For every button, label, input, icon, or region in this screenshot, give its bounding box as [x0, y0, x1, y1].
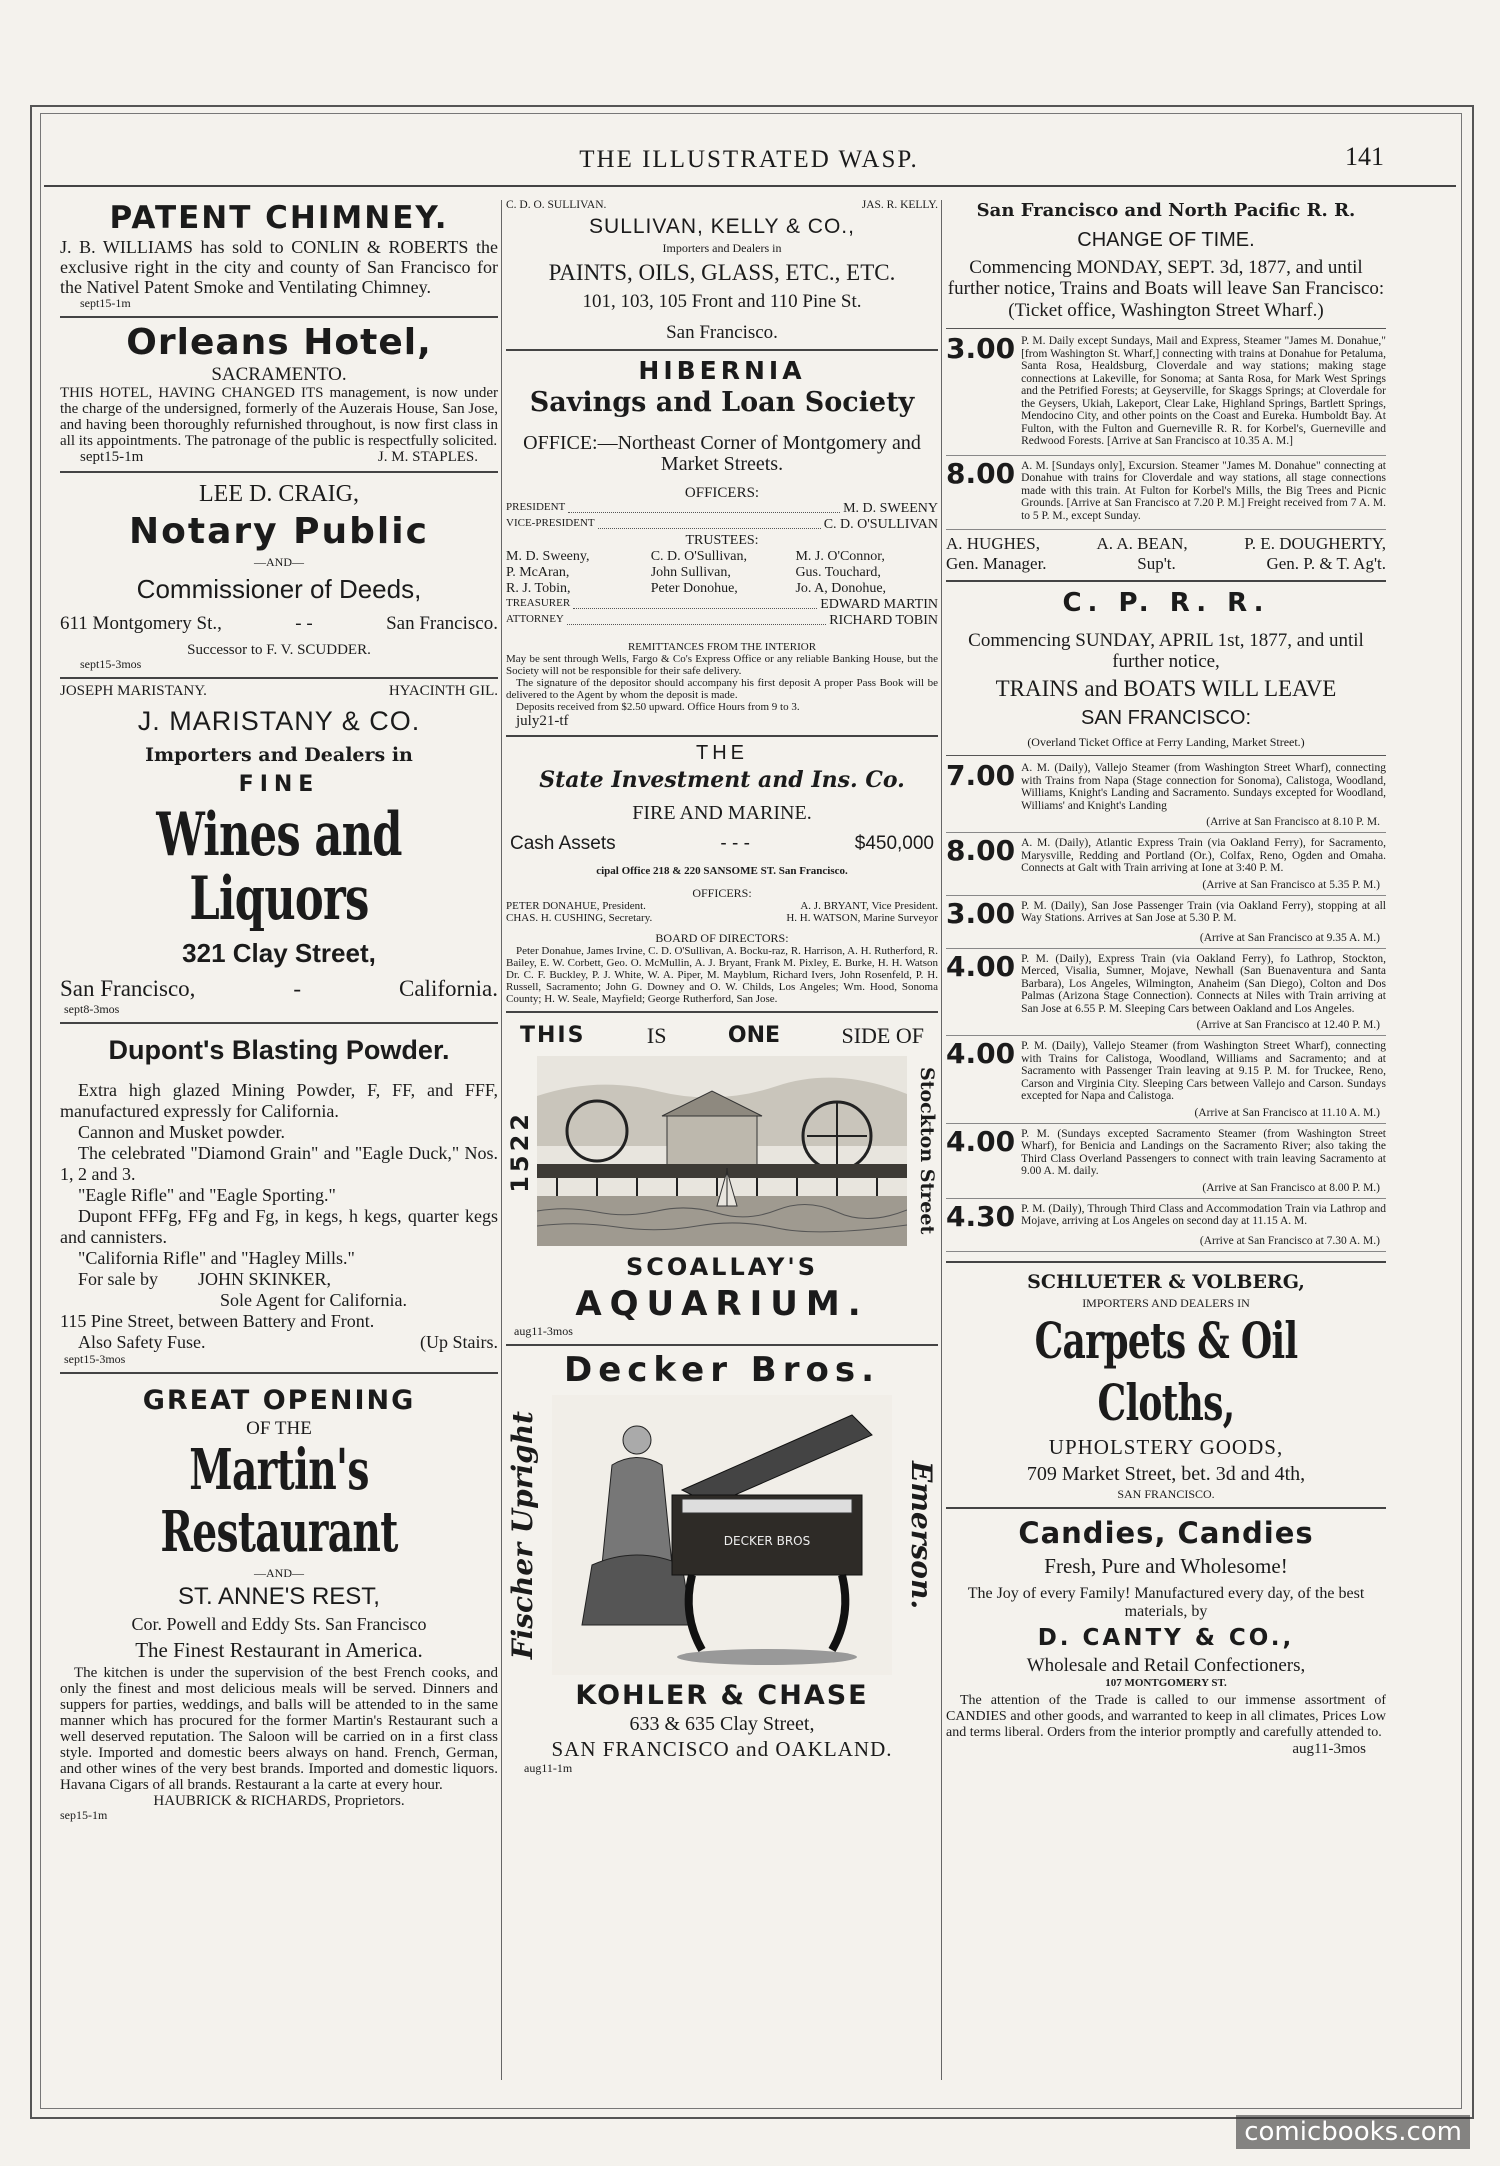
piano-illustration — [552, 1395, 892, 1675]
ad-street-number: 1522 — [506, 1109, 534, 1193]
trustee-name: M. D. Sweeny, — [506, 549, 590, 564]
ad-title: San Francisco and North Pacific R. R. — [976, 200, 1356, 221]
ad-signature-note: The signature of the depositor should accompany his first deposit A proper Pass Book will be delivered to the Agent by whom the deposit is made. — [506, 677, 938, 701]
ad-lee-craig — [60, 473, 498, 679]
partner-name: HYACINTH GIL. — [388, 683, 498, 699]
ad-commence: Commencing MONDAY, SEPT. 3d, 1877, and until further notice, Trains and Boats will leave San Francisco: — [947, 257, 1385, 299]
train-time: 8.00 — [946, 456, 1016, 490]
officer-role: TREASURER — [506, 597, 571, 609]
ad-title: AQUARIUM. — [575, 1284, 869, 1324]
ad-separator: - - - — [720, 833, 750, 854]
ad-address: 633 & 635 Clay Street, — [629, 1713, 815, 1735]
ad-aquarium — [506, 1013, 938, 1346]
train-row — [946, 1124, 1386, 1178]
ad-city: San Francisco. — [386, 613, 498, 634]
watermark: comicbooks.com — [1236, 2115, 1470, 2149]
ad-decker-bros — [506, 1346, 938, 1781]
ad-line: "Eagle Rifle" and "Eagle Sporting." — [78, 1185, 336, 1205]
train-entry — [946, 834, 1386, 896]
officer-role: PRESIDENT — [506, 501, 566, 513]
ad-dealer: KOHLER & CHASE — [575, 1680, 869, 1711]
train-time: 8.00 — [946, 834, 1016, 867]
ad-change: CHANGE OF TIME. — [1077, 229, 1255, 251]
train-time: 7.00 — [946, 759, 1016, 792]
train-row — [946, 1037, 1386, 1103]
ad-date: sep15-1m — [60, 1808, 108, 1822]
ad-address: 611 Montgomery St., — [60, 613, 222, 634]
ad-line: 115 Pine Street, between Battery and Front. — [60, 1311, 375, 1331]
trustee-name: John Sullivan, — [650, 565, 731, 580]
ad-subtitle: ST. ANNE'S REST, — [178, 1583, 380, 1610]
ad-date: aug11-1m — [524, 1761, 573, 1775]
train-row — [946, 332, 1386, 448]
train-entry — [946, 332, 1386, 456]
train-time: 4.00 — [946, 949, 1016, 983]
train-entry — [946, 949, 1386, 1037]
ad-officers-heading: OFFICERS: — [684, 485, 760, 501]
officer-entry: A. HUGHES, — [946, 534, 1040, 553]
trustee-name: Peter Donohue, — [650, 581, 738, 596]
column-divider — [501, 200, 502, 2080]
ad-hibernia — [506, 351, 938, 737]
ad-title: Orleans Hotel, — [126, 322, 432, 363]
train-entry — [946, 1124, 1386, 1199]
ad-importers: IMPORTERS AND DEALERS IN — [1082, 1295, 1250, 1310]
ad-and: —AND— — [254, 555, 304, 569]
ad-the: THE — [696, 742, 748, 764]
ad-date: july21-tf — [516, 713, 569, 729]
ad-signature: HAUBRICK & RICHARDS, Proprietors. — [153, 1793, 405, 1809]
ad-agent: JOHN SKINKER, — [198, 1269, 332, 1289]
ad-line: The celebrated "Diamond Grain" and "Eagle Duck," Nos. 1, 2 and 3. — [60, 1143, 498, 1184]
ad-firm: J. MARISTANY & CO. — [137, 706, 421, 736]
partner-name: JOSEPH MARISTANY. — [60, 683, 207, 699]
train-time: 4.00 — [946, 1124, 1016, 1158]
train-arrival: (Arrive at San Francisco at 9.35 A. M.) — [1199, 931, 1380, 944]
ad-title: Notary Public — [129, 511, 429, 552]
ad-title: Dupont's Blasting Powder. — [108, 1035, 450, 1065]
train-description: P. M. (Daily), Through Third Class and Accommodation Train via Lathrop and Mojave, arriving at Los Angeles on second day at 11.15 A. M. — [1021, 1202, 1386, 1227]
ad-date: sept15-1m — [80, 296, 131, 310]
officer-row — [946, 554, 1386, 574]
ad-date: sept15-3mos — [64, 1352, 126, 1366]
ad-firm: D. CANTY & CO., — [1037, 1624, 1295, 1651]
ad-line: "California Rifle" and "Hagley Mills." — [78, 1248, 355, 1268]
officer-entry: PETER DONAHUE, President. — [506, 900, 646, 912]
train-time: 4.00 — [946, 1037, 1016, 1070]
ad-patent-chimney — [60, 195, 498, 318]
ad-state-investment — [506, 737, 938, 1013]
ad-sf: SAN FRANCISCO: — [1080, 707, 1252, 729]
ad-ticket: (Ticket office, Washington Street Wharf.) — [1008, 300, 1324, 321]
train-description: P. M. (Daily), Express Train (via Oakland Ferry), fo Lathrop, Stockton, Merced, Visalia, Sumner, Mojave, Newhall (San Buenaventura and Santa Barbara), Los Angeles, Wilmington, Anaheim (San Diego), Colton and Dos Palmas (Arizona Stage Connection). Connects at Niles with Train arriving at San Jose at 6.55 P. M. Sleeping Cars between Oakland and Los Angeles. — [1021, 952, 1386, 1015]
piano-brand-label: DECKER BROS — [723, 1534, 811, 1548]
ad-trains-header: TRAINS and BOATS WILL LEAVE — [995, 676, 1337, 701]
ad-tagline: The Finest Restaurant in America. — [135, 1638, 423, 1662]
ad-subtitle: Commissioner of Deeds, — [136, 574, 422, 604]
ad-date: sept8-3mos — [64, 1002, 120, 1016]
train-row — [946, 1199, 1386, 1233]
ad-cprr — [946, 582, 1386, 1263]
ad-cash-label: Cash Assets — [510, 833, 616, 854]
ad-line: Dupont FFFg, FFg and Fg, in kegs, h kegs, quarter kegs and cannisters. — [60, 1206, 498, 1247]
ad-brand-right: Emerson. — [905, 1460, 938, 1610]
train-row — [946, 949, 1386, 1016]
ad-wholesale: Wholesale and Retail Confectioners, — [1026, 1654, 1306, 1676]
ad-street: 321 Clay Street, — [182, 938, 376, 968]
ad-firm: SULLIVAN, KELLY & CO., — [589, 215, 855, 238]
ad-martins-restaurant — [60, 1374, 498, 1828]
train-description: A. M. (Daily), Atlantic Express Train (via Oakland Ferry), for Sacramento, Marysville, Redding and Portland (Or.), Colfax, Reno, Ogden and Omaha. Connects at Galt with Train arriving at Ione at 3:40 P. M. — [1021, 837, 1386, 874]
column-right — [946, 195, 1386, 2095]
train-arrival: (Arrive at San Francisco at 5.35 P. M.) — [1202, 878, 1380, 891]
ad-is: IS — [646, 1023, 667, 1048]
ad-line: Extra high glazed Mining Powder, F, FF, and FFF, manufactured expressly for California. — [60, 1080, 498, 1121]
ad-goods: PAINTS, OILS, GLASS, ETC., ETC. — [548, 260, 896, 285]
ad-cash-value: $450,000 — [854, 833, 934, 854]
officer-table — [946, 534, 1386, 574]
ad-sf-north-pacific — [946, 195, 1386, 582]
ad-city: San Francisco. — [666, 322, 778, 343]
ad-city: SAN FRANCISCO. — [1117, 1486, 1215, 1501]
ad-and: —AND— — [254, 1566, 304, 1580]
trustee-table — [506, 549, 938, 597]
train-row — [946, 759, 1386, 812]
ad-address: 709 Market Street, bet. 3d and 4th, — [1026, 1462, 1306, 1485]
column-left — [60, 195, 498, 2095]
officer-row — [506, 912, 938, 924]
ad-date: sept15-1m — [80, 449, 144, 465]
ad-address: 107 MONTGOMERY ST. — [1105, 1676, 1227, 1689]
header-rule — [44, 185, 1456, 187]
trustee-name: C. D. O'Sullivan, — [650, 549, 747, 564]
ad-line: Sole Agent for California. — [220, 1290, 407, 1310]
ad-fresh: Fresh, Pure and Wholesome! — [1044, 1553, 1288, 1578]
trustee-name: M. J. O'Connor, — [795, 549, 885, 564]
train-description: A. M. (Daily), Vallejo Steamer (from Washington Street Wharf), connecting with Trains from Napa (Stage connection for Sonoma), Calistoga, Woodland, Williams, Knight's Landing and Sacramento. Sundays excepted for Woodland, Williams' and Knight's Landing — [1021, 762, 1386, 812]
officer-entry: H. H. WATSON, Marine Surveyor — [786, 912, 938, 924]
ad-this: THIS — [520, 1023, 586, 1048]
ad-joy: The Joy of every Family! Manufactured every day, of the best materials, by — [967, 1584, 1365, 1620]
column-middle — [506, 195, 938, 2095]
officer-name: RICHARD TOBIN — [829, 613, 938, 628]
ad-title: Candies, Candies — [1018, 1515, 1314, 1550]
ad-line: For sale by — [78, 1269, 158, 1289]
train-list — [946, 759, 1386, 1252]
train-arrival: (Arrive at San Francisco at 12.40 P. M.) — [1196, 1019, 1380, 1031]
officer-entry: Gen. Manager. — [946, 554, 1047, 573]
ad-city: San Francisco, — [60, 976, 196, 1001]
trustee-row — [506, 549, 938, 565]
ad-ticket: (Overland Ticket Office at Ferry Landing, Market Street.) — [1027, 735, 1305, 749]
trustee-name: Gus. Touchard, — [795, 565, 881, 580]
ad-trustees-heading: TRUSTEES: — [685, 533, 759, 548]
ad-upholstery: UPHOLSTERY GOODS, — [1048, 1434, 1284, 1459]
train-description: P. M. (Sundays excepted Sacramento Steamer (from Washington Street Wharf), for Benicia and Landings on the Sacramento River; also taking the Third Class Overland Passengers to connect with train leaving Sacramento at 9.00 A. M. daily. — [1021, 1127, 1386, 1177]
train-description: A. M. [Sundays only], Excursion. Steamer "James M. Donahue" connecting at Donahue with trains for Cloverdale and way stations, all stage connections made with this train. At Fulton for Korbel's Mills, the Big Trees and Picnic Grounds. [Arrive at San Francisco at 7.20 P. M.] Freight received from 7 A. M. to 5 P. M., except Sunday. — [1021, 459, 1386, 522]
ad-corner: Cor. Powell and Eddy Sts. San Francisco — [131, 1614, 427, 1634]
train-entry — [946, 896, 1386, 949]
ad-title: PATENT CHIMNEY. — [109, 200, 449, 236]
train-entry — [946, 759, 1386, 833]
trustee-name: R. J. Tobin, — [506, 581, 571, 596]
aquarium-illustration — [537, 1056, 907, 1246]
train-description: P. M. (Daily), San Jose Passenger Train (via Oakland Ferry), stopping at all Way Stations. Arrives at San Jose at 5.30 P. M. — [1021, 899, 1386, 924]
ad-name: LEE D. CRAIG, — [199, 481, 359, 507]
ad-city: SACRAMENTO. — [211, 364, 347, 385]
train-time: 3.00 — [946, 896, 1016, 930]
ad-successor: Successor to F. V. SCUDDER. — [187, 642, 371, 658]
ad-body: THIS HOTEL, HAVING CHANGED ITS management, is now under the charge of the undersigned, formerly of the Auzerais House, San Jose, and having been thoroughly refurnished throughout, is now first class in all its appointments. The patronage of the public is respectfully solicited. — [60, 385, 498, 449]
officer-row — [506, 900, 938, 912]
trustee-name: Jo. A, Donohue, — [795, 581, 887, 596]
ad-deposits: Deposits received from $2.50 upward. Office Hours from 9 to 3. — [516, 701, 800, 713]
ad-title: C. P. R. R. — [1062, 588, 1270, 618]
ad-line: Cannon and Musket powder. — [78, 1122, 285, 1142]
officer-name: C. D. O'SULLIVAN — [823, 517, 938, 532]
ad-date: sept15-3mos — [80, 657, 142, 671]
officer-entry: A. A. BEAN, — [1096, 534, 1188, 553]
trustee-row — [506, 581, 938, 597]
ad-schlueter — [946, 1263, 1386, 1509]
train-description: P. M. (Daily), Vallejo Steamer (from Washington Street Wharf), connecting with Trains for Calistoga, Woodland, Williams and Sacramento; and at Sacramento with Passenger Train leaving at 9.15 P. M. for Truckee, Reno, Carson and Virginia City. Sleeping Cars between Vallejo and Carson. Sundays excepted for Napa and Calistoga. — [1021, 1040, 1386, 1102]
ad-signature: J. M. STAPLES. — [377, 449, 478, 465]
train-row — [946, 456, 1386, 523]
trustee-row — [506, 565, 938, 581]
ad-separator: - - — [295, 613, 313, 634]
train-arrival: (Arrive at San Francisco at 8.00 P. M.) — [1202, 1181, 1380, 1194]
ad-maristany — [60, 679, 498, 1024]
ad-brand-left: Fischer Upright — [506, 1410, 539, 1660]
officer-entry: Sup't. — [1137, 554, 1176, 573]
train-row — [946, 896, 1386, 930]
train-entry — [946, 456, 1386, 531]
officer-name: EDWARD MARTIN — [820, 597, 938, 612]
officer-role: VICE-PRESIDENT — [506, 517, 595, 529]
ad-date: aug11-3mos — [514, 1324, 573, 1338]
ad-office: cipal Office 218 & 220 SANSOME ST. San Francisco. — [596, 865, 848, 877]
ad-address: 101, 103, 105 Front and 110 Pine St. — [582, 291, 862, 312]
ad-importers: Importers and Dealers in — [662, 241, 782, 255]
ad-fine: FINE — [238, 772, 320, 797]
ad-separator: - — [293, 976, 302, 1001]
ad-title: HIBERNIA — [638, 356, 806, 385]
ad-office: OFFICE:—Northeast Corner of Montgomery and Market Streets. — [523, 432, 921, 475]
officer-name: M. D. SWEENY — [843, 501, 938, 516]
ad-body: The kitchen is under the supervision of the best French cooks, and only the finest and most delicious meals will be served. Dinners and suppers for parties, weddings, and balls will be attended to in the same manner which has procured for the former Martin's Restaurant such a well deserved reputation. The Saloon will be carried on in a first class style. Imported and domestic beers always on hand. French, German, and other wines of the very best brands. Imported and domestic liquors. Havana Cigars of all brands. Restaurant a la carte at every hour. — [60, 1665, 498, 1793]
ad-remit-heading: REMITTANCES FROM THE INTERIOR — [627, 641, 817, 653]
officer-entry: CHAS. H. CUSHING, Secretary. — [506, 912, 653, 924]
ad-officers-heading: OFFICERS: — [692, 886, 752, 900]
ad-line: Also Safety Fuse. — [78, 1332, 206, 1352]
train-entry — [946, 1037, 1386, 1124]
trustee-name: P. McAran, — [506, 565, 570, 580]
train-time: 4.30 — [946, 1199, 1016, 1233]
officer-entry: Gen. P. & T. Ag't. — [1266, 554, 1386, 573]
page-title: THE ILLUSTRATED WASP. — [579, 146, 919, 173]
train-entry — [946, 1199, 1386, 1252]
ad-sullivan-kelly — [506, 195, 938, 351]
ad-importers: Importers and Dealers in — [145, 744, 413, 766]
train-list — [946, 332, 1386, 530]
ad-title: State Investment and Ins. Co. — [539, 767, 905, 793]
ad-title: GREAT OPENING — [142, 1385, 416, 1416]
ad-name: Martin's Restaurant — [160, 1439, 398, 1563]
page-number: 141 — [1345, 142, 1384, 171]
ad-title: Decker Bros. — [564, 1350, 880, 1390]
train-row — [946, 834, 1386, 875]
ad-board-heading: BOARD OF DIRECTORS: — [655, 931, 789, 945]
ad-board-body: Peter Donahue, James Irvine, C. D. O'Sullivan, A. Bocku-raz, R. Harrison, A. H. Rutherford, R. Bailey, E. W. Corbett, Geo. O. McMullin, A. J. Bryant, Frank M. Pixley, E. Burke, H. H. Watson Dr. C. F. Buckley, P. J. White, W. A. Piper, M. Mayblum, Richard Ivers, John Rosenfeld, P. H. Russell, Sacramento; John G. Downey and O. W. Childs, Los Angeles; Wm. Hood, Sonoma County; H. W. Seale, Mayfield; George Rutherford, San Jose. — [506, 945, 938, 1005]
ad-dupont — [60, 1024, 498, 1374]
officer-entry: P. E. DOUGHERTY, — [1244, 534, 1386, 553]
ad-city: SAN FRANCISCO and OAKLAND. — [551, 1737, 893, 1761]
page-header — [44, 142, 1454, 182]
ad-side: SIDE OF — [841, 1023, 924, 1048]
officer-entry: A. J. BRYANT, Vice President. — [800, 900, 938, 912]
ad-wines: Wines and Liquors — [156, 803, 402, 931]
ad-candies — [946, 1509, 1386, 1763]
train-time: 3.00 — [946, 332, 1016, 365]
ad-of: OF THE — [246, 1418, 312, 1439]
ad-body: The attention of the Trade is called to our immense assortment of CANDIES and other goods, and warranted to keep in all climates, Prices Low and terms liberal. Orders from the interior promptly and carefully attended to. — [946, 1692, 1386, 1740]
ad-name: SCOALLAY'S — [625, 1253, 819, 1281]
ad-fire: FIRE AND MARINE. — [632, 802, 812, 824]
ad-one: ONE — [727, 1023, 781, 1048]
ad-remit-body: May be sent through Wells, Fargo & Co's Express Office or any reliable Banking House, but the Society will not be responsible for their safe delivery. — [506, 653, 938, 677]
ad-orleans-hotel — [60, 318, 498, 473]
partner-name: C. D. O. SULLIVAN. — [506, 199, 607, 211]
train-arrival: (Arrive at San Francisco at 11.10 A. M.) — [1194, 1106, 1380, 1119]
ad-subtitle: Savings and Loan Society — [529, 387, 915, 418]
ad-title: SCHLUETER & VOLBERG, — [1027, 1270, 1305, 1293]
ad-date: aug11-3mos — [1292, 1740, 1366, 1757]
officer-role: ATTORNEY — [506, 613, 564, 625]
column-divider — [941, 200, 942, 2080]
train-arrival: (Arrive at San Francisco at 7.30 A. M.) — [1199, 1234, 1380, 1247]
partner-name: JAS. R. KELLY. — [861, 199, 938, 211]
ad-carpets: Carpets & Oil Cloths, — [1034, 1310, 1298, 1432]
ad-body: J. B. WILLIAMS has sold to CONLIN & ROBERTS the exclusive right in the city and county of San Francisco for the Nativel Patent Smoke and Ventilating Chimney. — [60, 237, 498, 297]
ad-line: (Up Stairs. — [420, 1332, 498, 1352]
ad-street-name: Stockton Street — [916, 1067, 938, 1235]
ad-state: California. — [399, 976, 498, 1001]
train-description: P. M. Daily except Sundays, Mail and Express, Steamer "James M. Donahue," [from Washington St. Wharf,] connecting with trains at Donahue for Petaluma, Santa Rosa, Healdsburg, Cloverdale and way stations; making stage connections at Lakeville, for Sonoma; at Santa Rosa, for Mark West Springs and the Petrified Forests; at Geyserville, for Skaggs Springs; at Cloverdale for the Geysers, Ukiah, Lakeport, Clear Lake, Highland Springs, Bartlett Springs, Mendocino City, and other points on the Coast and Eureka. Humboldt Bay. At Fulton, with the Fulton and Guerneville R. R. for Korbel's, Guerneville and Redwood Forests. [Arrive at San Francisco at 10.35 A. M.] — [1021, 335, 1386, 447]
ad-commence: Commencing SUNDAY, APRIL 1st, 1877, and until further notice, — [968, 630, 1364, 672]
train-arrival: (Arrive at San Francisco at 8.10 P. M. — [1206, 816, 1380, 828]
officer-table — [506, 900, 938, 924]
officer-row — [946, 534, 1386, 554]
